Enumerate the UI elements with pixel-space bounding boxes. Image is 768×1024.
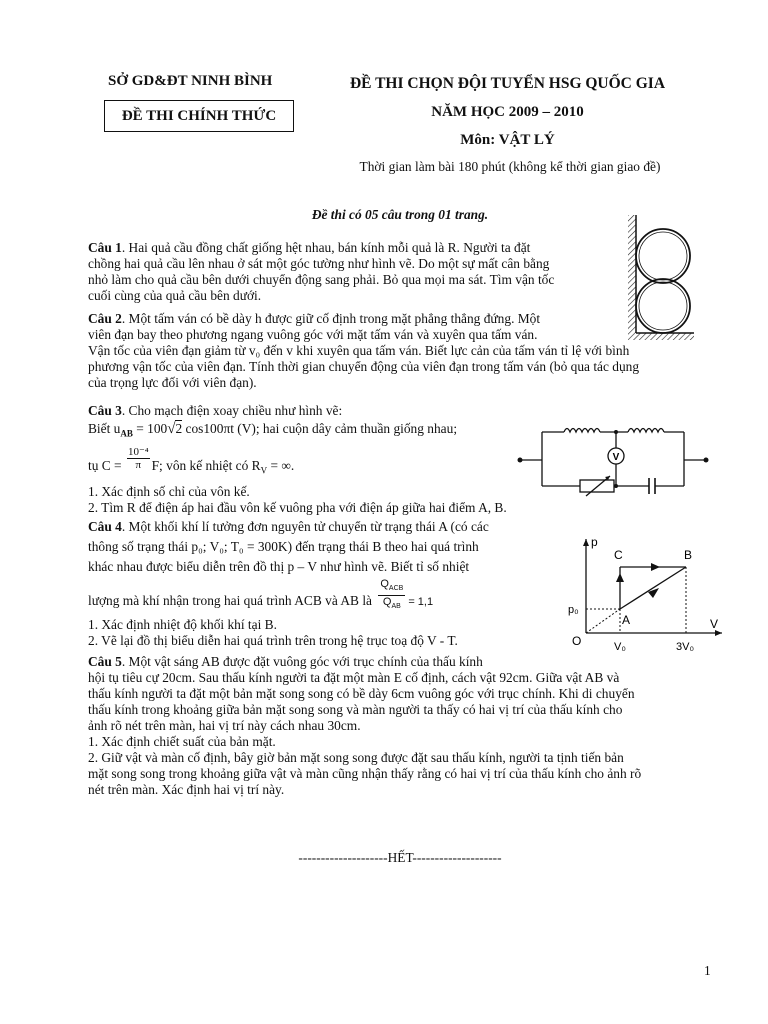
graph-p0-label: p₀	[568, 604, 579, 616]
graph-3v0-label: 3V₀	[676, 641, 695, 653]
question-1-line: cuối cùng của quả cầu bên dưới.	[88, 288, 262, 303]
question-2-line: . Một tấm ván có bề dày h được giữ cố định trong mặt phẳng thẳng đứng. Một	[121, 311, 541, 326]
school-year: NĂM HỌC 2009 – 2010	[431, 104, 584, 120]
question-1-line: chồng hai quả cầu lên nhau ở sát một góc tường như hình vẽ. Do một sự mất cân bằng	[88, 256, 550, 271]
lower-sphere	[636, 279, 690, 333]
question-4-line: . Một khối khí lí tưởng đơn nguyên tử chuyển từ trạng thái A (có các	[121, 519, 489, 534]
question-4-label: Câu 4	[88, 519, 122, 534]
question-4-tasks	[88, 617, 458, 649]
question-3-intro	[88, 403, 342, 419]
question-5	[88, 654, 641, 798]
subject: Môn: VẬT LÝ	[460, 132, 555, 148]
question-2-line: phương vận tốc của viên đạn. Tính thời gian chuyển động của viên đạn trong tấm ván (bỏ qua tác dụng	[88, 359, 640, 374]
pv-graph	[562, 533, 732, 658]
question-3-task-1: 1. Xác định số chỉ của vôn kế.	[88, 484, 250, 499]
voltmeter-label: V	[612, 452, 620, 463]
process-ab	[620, 567, 686, 609]
question-4-task-1: 1. Xác định nhiệt độ khối khí tại B.	[88, 617, 277, 632]
question-3-voltage: Biết $u_{AB} = 100√2$ cos100πt (V); hai cuộn dây cảm thuần giống nhau;	[88, 421, 458, 439]
question-5-line: ảnh rõ nét trên màn, hai vị trí này cách nhau 30cm.	[88, 718, 361, 733]
fraction-denominator: π	[135, 459, 142, 471]
question-3-label: Câu 3	[88, 403, 122, 418]
question-5-task-2: mặt song song trong khoảng giữa vật và màn cũng nhận thấy rằng có hai vị trí của thấu kính cho ảnh rõ	[88, 766, 642, 781]
question-1	[88, 240, 554, 304]
graph-origin-label: O	[572, 634, 582, 648]
graph-point-c: C	[614, 548, 623, 562]
graph-v-label: V	[710, 617, 719, 631]
terminal-a	[518, 458, 523, 463]
question-5-task-2: nét trên màn. Xác định hai vị trí này.	[88, 782, 285, 797]
question-3-capacitor: tụ C = $\frac{\text{10⁻⁴}}{\pi}$ F; vôn kế nhiệt có $R_V$ = ∞.	[88, 446, 295, 476]
question-4-line: thông số trạng thái p₀; V₀; T₀ = 300K) đến trạng thái B theo hai quá trình	[88, 539, 479, 554]
time-allowed: Thời gian làm bài 180 phút (không kể thời gian giao đề)	[359, 159, 661, 174]
page-note: Đề thi có 05 câu trong 01 trang.	[311, 207, 489, 222]
page-number: 1	[704, 963, 711, 978]
graph-v0-label: V₀	[614, 641, 626, 653]
question-2-line: của trọng lực đối với viên đạn).	[88, 375, 257, 390]
question-2-line: viên đạn bay theo phương ngang vuông góc với mặt tấm ván và xuyên qua tấm ván.	[88, 327, 538, 342]
question-5-task-1: 1. Xác định chiết suất của bản mặt.	[88, 734, 276, 749]
question-1-line: . Hai quả cầu đồng chất giống hệt nhau, bán kính mỗi quả là R. Người ta đặt	[121, 240, 531, 255]
graph-point-a: A	[622, 613, 631, 627]
exam-title: ĐỀ THI CHỌN ĐỘI TUYỂN HSG QUỐC GIA	[349, 75, 666, 92]
question-5-line: thấu kính trong khoảng giữa bản mặt song song và màn người ta thấy có hai vị trí của thấu kính cho	[88, 702, 623, 717]
question-1-label: Câu 1	[88, 240, 122, 255]
question-4-task-2: 2. Vẽ lại đồ thị biểu diễn hai quá trình trên trong hệ trục toạ độ V - T.	[88, 633, 458, 648]
question-5-line: thấu kính người ta đặt một bản mặt song song có bề dày 6cm vuông góc với trục chính. Khi di chuyển	[88, 686, 635, 701]
inductor-1	[564, 429, 600, 433]
department-name: SỞ GD&ĐT NINH BÌNH	[108, 73, 273, 89]
inductor-2	[628, 429, 664, 433]
official-exam-box	[104, 100, 294, 132]
question-5-label: Câu 5	[88, 654, 122, 669]
question-1-line: nhỏ làm cho quả cầu bên dưới chuyển động sang phải. Bỏ qua mọi ma sát. Tìm vận tốc	[88, 272, 555, 287]
graph-point-b: B	[684, 548, 693, 562]
end-marker: --------------------HẾT--------------------	[298, 850, 502, 865]
question-3-line: . Cho mạch điện xoay chiều như hình vẽ:	[121, 403, 343, 418]
ac-circuit-diagram	[512, 420, 714, 500]
ratio-denominator: $Q_{AB}$	[382, 596, 401, 611]
question-3-tasks	[88, 484, 507, 516]
question-2	[88, 311, 639, 391]
upper-sphere	[636, 229, 690, 283]
question-2-line: Vận tốc của viên đạn giảm từ v₀ đến v khi xuyên qua tấm ván. Biết lực cản của tấm ván tỉ lệ với bình	[88, 343, 630, 358]
question-5-line: . Một vật sáng AB được đặt vuông góc với trục chính của thấu kính	[121, 654, 483, 669]
question-2-label: Câu 2	[88, 311, 122, 326]
question-5-task-2: 2. Giữ vật và màn cố định, bây giờ bản mặt song song được đặt sau thấu kính, người ta tịnh tiến bản	[88, 750, 624, 765]
fraction-numerator: 10⁻⁴	[127, 446, 149, 458]
question-4-ratio-line: lượng mà khí nhận trong hai quá trình ACB và AB là $Q_{ACB}$ $Q_{AB}$ $_{= 1,1}$	[88, 578, 433, 613]
terminal-b	[704, 458, 709, 463]
ratio-value: = 1,1	[408, 595, 434, 608]
question-4-line: khác nhau được biểu diễn trên đồ thị p – V như hình vẽ. Biết tỉ số nhiệt	[88, 559, 470, 574]
question-3-task-2: 2. Tìm R để điện áp hai đầu vôn kế vuông pha với điện áp giữa hai điểm A, B.	[88, 500, 507, 515]
question-5-line: hội tụ tiêu cự 20cm. Sau thấu kính người ta đặt một màn E cố định, cách vật 92cm. Giữa vật AB và	[88, 670, 620, 685]
graph-p-label: p	[591, 535, 598, 549]
question-4	[88, 519, 489, 575]
official-exam-label: ĐỀ THI CHÍNH THỨC	[121, 108, 277, 124]
ratio-numerator: $Q_{ACB}$	[378, 578, 405, 596]
